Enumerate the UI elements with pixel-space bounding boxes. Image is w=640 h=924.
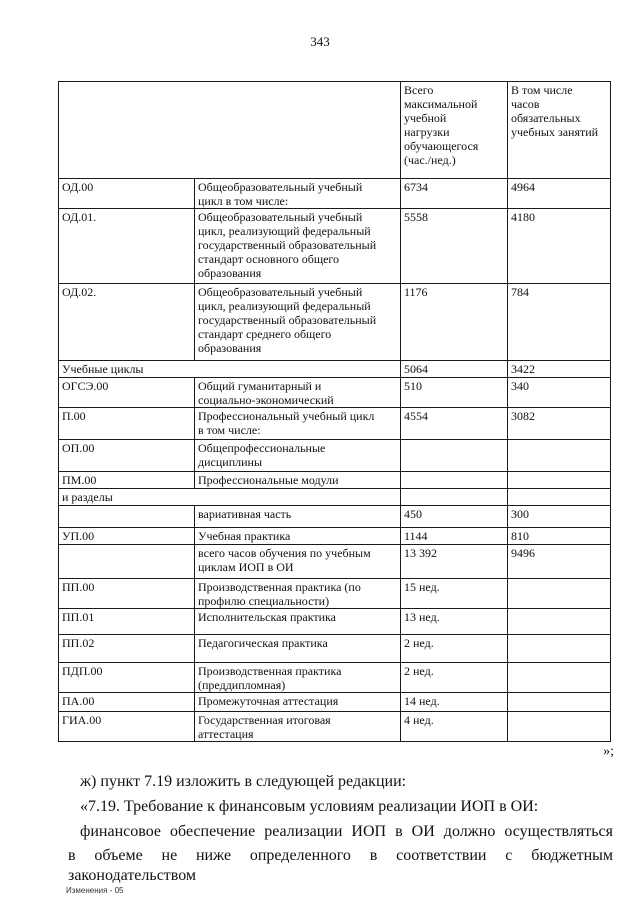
name-cell: [195, 284, 401, 361]
code-cell: ОД.01.: [59, 209, 195, 284]
mandatory-hours-cell: 810: [508, 528, 611, 545]
name-line: Общий гуманитарный и: [198, 379, 322, 393]
name-line: аттестация: [198, 727, 254, 741]
name-line: Общеобразовательный учебный: [198, 210, 363, 224]
header-max-load: [401, 82, 508, 179]
code-cell: П.00: [59, 408, 195, 440]
name-line: в том числе:: [198, 423, 261, 437]
mandatory-hours-cell: [508, 635, 611, 663]
code-cell: ОД.02.: [59, 284, 195, 361]
code-cell: ОГСЭ.00: [59, 378, 195, 408]
name-cell: [195, 472, 401, 489]
table-row: [59, 378, 611, 408]
name-cell: [195, 528, 401, 545]
code-cell: ПП.00: [59, 579, 195, 609]
name-cell: [195, 506, 401, 528]
mandatory-hours-cell: 340: [508, 378, 611, 408]
code-cell: ГИА.00: [59, 712, 195, 742]
name-line: профилю специальности): [198, 594, 330, 608]
mandatory-hours-cell: [508, 579, 611, 609]
closing-quote: »;: [603, 744, 614, 759]
max-load-cell: 2 нед.: [401, 635, 508, 663]
name-cell: [195, 209, 401, 284]
name-line: Профессиональные модули: [198, 473, 339, 487]
header-empty-cell: [59, 82, 401, 179]
table-row: [59, 635, 611, 663]
paragraph-financing-line1: финансовое обеспечение реализации ИОП в ОИ должно осуществляться: [80, 823, 613, 840]
section-label-cell: Учебные циклы: [59, 361, 401, 378]
name-line: цикл в том числе:: [198, 194, 289, 208]
name-line: всего часов обучения по учебным: [198, 546, 371, 560]
name-line: Общепрофессиональные: [198, 441, 326, 455]
mandatory-hours-cell: [508, 693, 611, 712]
code-cell: УП.00: [59, 528, 195, 545]
code-cell: [59, 506, 195, 528]
name-line: цикл, реализующий федеральный: [198, 224, 371, 238]
name-cell: [195, 408, 401, 440]
mandatory-hours-cell: [508, 489, 611, 506]
name-line: Государственная итоговая: [198, 713, 331, 727]
mandatory-hours-cell: [508, 472, 611, 489]
max-load-cell: [401, 440, 508, 472]
mandatory-hours-cell: [508, 712, 611, 742]
name-line: Исполнительская практика: [198, 610, 336, 624]
table-row: [59, 693, 611, 712]
max-load-cell: [401, 489, 508, 506]
section-label-cell: и разделы: [59, 489, 401, 506]
table-row: [59, 528, 611, 545]
paragraph-7-19-title: «7.19. Требование к финансовым условиям реализации ИОП в ОИ:: [80, 798, 539, 815]
name-line: Промежуточная аттестация: [198, 694, 339, 708]
table-header-row: [59, 82, 611, 179]
table-row: [59, 408, 611, 440]
mandatory-hours-cell: [508, 440, 611, 472]
header-mandatory-hours: [508, 82, 611, 179]
max-load-cell: [401, 472, 508, 489]
code-cell: ПДП.00: [59, 663, 195, 693]
name-cell: [195, 179, 401, 209]
code-cell: [59, 545, 195, 579]
name-line: Педагогическая практика: [198, 636, 328, 650]
max-load-cell: 14 нед.: [401, 693, 508, 712]
name-cell: [195, 378, 401, 408]
max-load-cell: 6734: [401, 179, 508, 209]
curriculum-table: [58, 81, 611, 742]
table-row: [59, 609, 611, 635]
table-row: [59, 361, 611, 378]
table-row: [59, 440, 611, 472]
code-cell: ПП.02: [59, 635, 195, 663]
mandatory-hours-cell: 3422: [508, 361, 611, 378]
header-line: учебных занятий: [511, 125, 599, 139]
paragraph-item-zh: ж) пункт 7.19 изложить в следующей редакции:: [80, 773, 407, 790]
header-line: часов: [511, 97, 540, 111]
name-line: Производственная практика (по: [198, 580, 361, 594]
max-load-cell: 13 нед.: [401, 609, 508, 635]
header-line: (час./нед.): [404, 153, 456, 167]
name-line: (преддипломная): [198, 678, 286, 692]
name-line: государственный образовательный: [198, 313, 377, 327]
max-load-cell: 4554: [401, 408, 508, 440]
code-cell: ОП.00: [59, 440, 195, 472]
header-line: максимальной: [404, 97, 478, 111]
table-row: [59, 489, 611, 506]
mandatory-hours-cell: 9496: [508, 545, 611, 579]
mandatory-hours-cell: 784: [508, 284, 611, 361]
max-load-cell: 1144: [401, 528, 508, 545]
max-load-cell: 15 нед.: [401, 579, 508, 609]
mandatory-hours-cell: 4964: [508, 179, 611, 209]
table-row: [59, 284, 611, 361]
name-cell: [195, 663, 401, 693]
header-line: нагрузки: [404, 125, 450, 139]
header-line: В том числе: [511, 83, 573, 97]
name-cell: [195, 693, 401, 712]
footer-revision: Изменения - 05: [66, 886, 124, 895]
max-load-cell: 5064: [401, 361, 508, 378]
name-line: дисциплины: [198, 455, 263, 469]
table-row: [59, 712, 611, 742]
name-cell: [195, 712, 401, 742]
page-number: 343: [310, 34, 330, 49]
mandatory-hours-cell: [508, 663, 611, 693]
table-row: [59, 579, 611, 609]
name-cell: [195, 545, 401, 579]
name-cell: [195, 440, 401, 472]
code-cell: ПА.00: [59, 693, 195, 712]
max-load-cell: 510: [401, 378, 508, 408]
name-cell: [195, 579, 401, 609]
name-line: циклам ИОП в ОИ: [198, 560, 294, 574]
name-line: Профессиональный учебный цикл: [198, 409, 375, 423]
paragraph-financing-line2: в объеме не ниже определенного в соответствии с бюджетным законодательством: [68, 847, 613, 884]
name-line: стандарт среднего общего: [198, 327, 332, 341]
name-line: государственный образовательный: [198, 238, 377, 252]
code-cell: ПП.01: [59, 609, 195, 635]
header-line: учебной: [404, 111, 447, 125]
name-line: вариативная часть: [198, 507, 292, 521]
name-cell: [195, 609, 401, 635]
code-cell: ПМ.00: [59, 472, 195, 489]
table-row: [59, 506, 611, 528]
header-line: обязательных: [511, 111, 581, 125]
name-line: образования: [198, 341, 262, 355]
header-line: Всего: [404, 83, 434, 97]
max-load-cell: 4 нед.: [401, 712, 508, 742]
max-load-cell: 13 392: [401, 545, 508, 579]
max-load-cell: 450: [401, 506, 508, 528]
name-line: образования: [198, 266, 262, 280]
name-line: социально-экономический: [198, 393, 334, 407]
code-cell: ОД.00: [59, 179, 195, 209]
table-row: [59, 179, 611, 209]
name-line: Учебная практика: [198, 529, 291, 543]
table-row: [59, 545, 611, 579]
name-cell: [195, 635, 401, 663]
max-load-cell: 5558: [401, 209, 508, 284]
name-line: Общеобразовательный учебный: [198, 285, 363, 299]
max-load-cell: 1176: [401, 284, 508, 361]
mandatory-hours-cell: 3082: [508, 408, 611, 440]
mandatory-hours-cell: 4180: [508, 209, 611, 284]
mandatory-hours-cell: [508, 609, 611, 635]
name-line: Общеобразовательный учебный: [198, 180, 363, 194]
table-row: [59, 663, 611, 693]
mandatory-hours-cell: 300: [508, 506, 611, 528]
header-line: обучающегося: [404, 139, 479, 153]
table-row: [59, 472, 611, 489]
name-line: стандарт основного общего: [198, 252, 340, 266]
name-line: Производственная практика: [198, 664, 342, 678]
max-load-cell: 2 нед.: [401, 663, 508, 693]
name-line: цикл, реализующий федеральный: [198, 299, 371, 313]
table-row: [59, 209, 611, 284]
